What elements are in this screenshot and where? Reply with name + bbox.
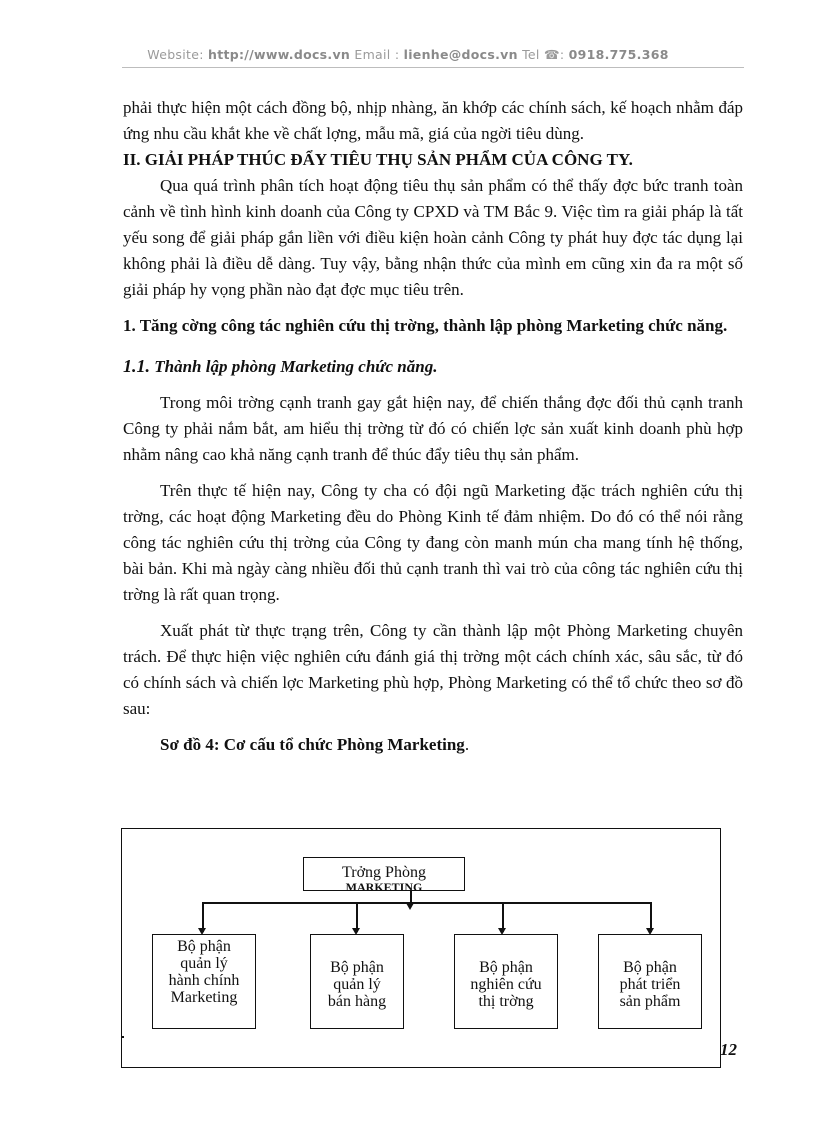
page-header: Website: http://www.docs.vn Email : lienhe@docs.vn Tel ☎: 0918.775.368: [147, 47, 669, 62]
paragraph-overview: Qua quá trình phân tích hoạt động tiêu thụ sản phẩm có thể thấy đợc bức tranh toàn cảnh về tình hình kinh doanh của Công ty CPXD và TM Bắc 9. Việc tìm ra giải pháp là tất yếu song để giải pháp gắn liền với điều kiện hoàn cảnh Công ty phát huy đợc tác dụng lại không phải là điều dễ dàng. Tuy vậy, bằng nhận thức của mình em cũng xin đa ra một số giải pháp hy vọng phần nào đạt đợc mục tiêu trên.: [123, 176, 743, 299]
header-divider: [122, 67, 744, 68]
org-chart-unit-research: Bộ phận nghiên cứu thị trờng: [454, 934, 558, 1029]
diagram-caption: Sơ đồ 4: Cơ cấu tổ chức Phòng Marketing.: [160, 735, 470, 754]
subsubsection-heading: 1.1. Thành lập phòng Marketing chức năng.: [123, 356, 438, 376]
section-heading: II. GIẢI PHÁP THÚC ĐẨY TIÊU THỤ SẢN PHẨM CỦA CÔNG TY.: [123, 150, 633, 169]
paragraph-intro: phải thực hiện một cách đồng bộ, nhịp nhàng, ăn khớp các chính sách, kế hoạch nhằm đáp ứng nhu cầu khắt khe về chất lợng, mẫu mã, giá của ngời tiêu dùng.: [123, 98, 743, 143]
org-chart-unit-product: Bộ phận phát triển sản phẩm: [598, 934, 702, 1029]
paragraph-competition: Trong môi trờng cạnh tranh gay gắt hiện nay, để chiến thắng đợc đối thủ cạnh tranh Công ty phải nắm bắt, am hiểu thị trờng từ đó có chiến lợc sản xuất kinh doanh phù hợp nhằm nâng cao khả năng cạnh tranh để thúc đẩy tiêu thụ sản phẩm.: [123, 393, 743, 464]
paragraph-proposal: Xuất phát từ thực trạng trên, Công ty cần thành lập một Phòng Marketing chuyên trách. Để thực hiện việc nghiên cứu đánh giá thị trờng một cách chính xác, sâu sắc, từ đó có chính sách và chiến lợc Marketing phù hợp, Phòng Marketing có thể tổ chức theo sơ đồ sau:: [123, 621, 743, 718]
document-body: [123, 95, 743, 758]
org-chart-unit-sales: Bộ phận quản lý bán hàng: [310, 934, 404, 1029]
margin-mark: [122, 1036, 124, 1038]
connector-horizontal: [202, 902, 652, 904]
org-chart-unit-admin: Bộ phận quản lý hành chính Marketing: [152, 934, 256, 1029]
website-link[interactable]: http://www.docs.vn: [208, 47, 351, 62]
paragraph-current-state: Trên thực tế hiện nay, Công ty cha có đội ngũ Marketing đặc trách nghiên cứu thị trờng, các hoạt động Marketing đều do Phòng Kinh tế đảm nhiệm. Do đó có thể nói rằng công tác nghiên cứu thị trờng của Công ty đang còn manh mún cha mang tính hệ thống, bài bản. Khi mà ngày càng nhiều đối thủ cạnh tranh thì vai trò của công tác nghiên cứu thị trờng là rất quan trọng.: [123, 481, 743, 604]
arrow-head: [406, 903, 414, 910]
email-link[interactable]: lienhe@docs.vn: [403, 47, 518, 62]
page-number: 12: [720, 1040, 737, 1059]
phone-number: 0918.775.368: [568, 47, 669, 62]
org-chart-head: Trởng Phòng MARKETING: [303, 857, 465, 891]
subsection-heading: 1. Tăng cờng công tác nghiên cứu thị trờng, thành lập phòng Marketing chức năng.: [123, 316, 728, 335]
